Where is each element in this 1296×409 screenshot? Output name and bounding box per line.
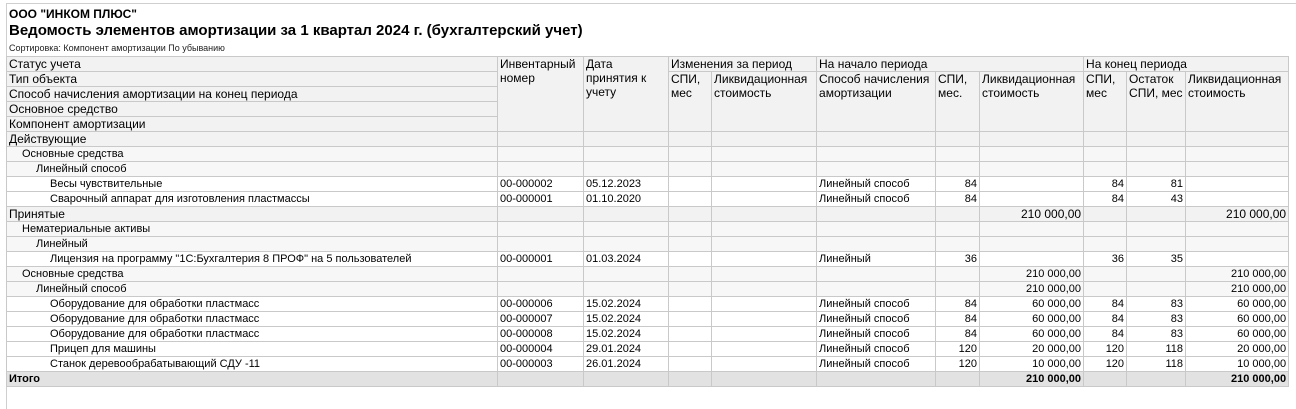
end-remaining-spi-cell (1127, 267, 1186, 282)
changes-spi-cell (669, 342, 712, 357)
end-liquidation-cell (1186, 147, 1289, 162)
end-liquidation-cell (1186, 252, 1289, 267)
inventory-number-cell (498, 222, 584, 237)
total-cell (498, 372, 584, 387)
changes-liquidation-cell (712, 132, 817, 147)
end-liquidation-cell: 210 000,00 (1186, 207, 1289, 222)
row-name-cell: Линейный (7, 237, 498, 252)
end-liquidation-cell (1186, 222, 1289, 237)
end-remaining-spi-cell: 118 (1127, 357, 1186, 372)
row-name-cell: Линейный способ (7, 282, 498, 297)
changes-spi-cell (669, 237, 712, 252)
start-method-cell: Линейный способ (817, 297, 936, 312)
group-row[interactable] (7, 267, 1289, 282)
start-method-cell (817, 147, 936, 162)
start-method-cell: Линейный способ (817, 327, 936, 342)
inventory-number-cell (498, 237, 584, 252)
start-liquidation-cell: 210 000,00 (980, 267, 1084, 282)
start-method-cell (817, 207, 936, 222)
changes-spi-cell (669, 327, 712, 342)
acceptance-date-cell (584, 132, 669, 147)
group-row[interactable] (7, 162, 1289, 177)
changes-spi-cell (669, 132, 712, 147)
end-spi-cell (1084, 267, 1127, 282)
changes-liquidation-cell (712, 297, 817, 312)
end-liquidation-cell (1186, 162, 1289, 177)
start-spi-cell: 84 (936, 297, 980, 312)
row-name-cell: Линейный способ (7, 162, 498, 177)
changes-liquidation-cell (712, 342, 817, 357)
start-liquidation-cell (980, 237, 1084, 252)
row-name-cell: Действующие (7, 132, 498, 147)
end-remaining-spi-cell (1127, 162, 1186, 177)
end-remaining-spi-cell (1127, 132, 1186, 147)
end-remaining-spi-cell: 81 (1127, 177, 1186, 192)
start-spi-cell (936, 267, 980, 282)
group-row[interactable] (7, 282, 1289, 297)
start-method-cell: Линейный способ (817, 177, 936, 192)
changes-liquidation-cell (712, 192, 817, 207)
row-name-cell: Основные средства (7, 267, 498, 282)
changes-spi-cell (669, 222, 712, 237)
end-remaining-spi-cell (1127, 147, 1186, 162)
end-liquidation-cell: 60 000,00 (1186, 327, 1289, 342)
end-liquidation-cell: 20 000,00 (1186, 342, 1289, 357)
start-spi-cell: 84 (936, 192, 980, 207)
end-spi-cell: 84 (1084, 297, 1127, 312)
start-liquidation-cell: 60 000,00 (980, 312, 1084, 327)
start-method-cell: Линейный (817, 252, 936, 267)
changes-spi-cell (669, 312, 712, 327)
header-end-spi[interactable]: СПИ, мес (1084, 72, 1127, 132)
row-name-cell: Весы чувствительные (7, 177, 498, 192)
row-name-cell: Оборудование для обработки пластмасс (7, 327, 498, 342)
start-spi-cell (936, 222, 980, 237)
acceptance-date-cell (584, 282, 669, 297)
inventory-number-cell: 00-000003 (498, 357, 584, 372)
changes-liquidation-cell (712, 177, 817, 192)
acceptance-date-cell (584, 237, 669, 252)
start-spi-cell: 36 (936, 252, 980, 267)
inventory-number-cell (498, 207, 584, 222)
changes-liquidation-cell (712, 312, 817, 327)
total-start-liquidation: 210 000,00 (980, 372, 1084, 387)
start-method-cell (817, 162, 936, 177)
changes-liquidation-cell (712, 237, 817, 252)
total-cell (712, 372, 817, 387)
changes-liquidation-cell (712, 147, 817, 162)
row-name-cell: Оборудование для обработки пластмасс (7, 312, 498, 327)
end-spi-cell (1084, 132, 1127, 147)
acceptance-date-cell: 26.01.2024 (584, 357, 669, 372)
start-spi-cell (936, 237, 980, 252)
inventory-number-cell (498, 132, 584, 147)
row-name-cell: Нематериальные активы (7, 222, 498, 237)
acceptance-date-cell: 05.12.2023 (584, 177, 669, 192)
start-method-cell (817, 237, 936, 252)
row-name-cell: Принятые (7, 207, 498, 222)
start-liquidation-cell (980, 252, 1084, 267)
header-end-liquidation[interactable]: Ликвидационная стоимость (1186, 72, 1289, 132)
row-name-cell: Лицензия на программу "1С:Бухгалтерия 8 ПРОФ" на 5 пользователей (7, 252, 498, 267)
end-remaining-spi-cell (1127, 222, 1186, 237)
start-spi-cell (936, 132, 980, 147)
header-object-type[interactable]: Тип объекта (7, 72, 498, 87)
end-spi-cell: 120 (1084, 342, 1127, 357)
acceptance-date-cell (584, 207, 669, 222)
group-row[interactable] (7, 132, 1289, 147)
header-fixed-asset[interactable]: Основное средство (7, 102, 498, 117)
start-spi-cell (936, 207, 980, 222)
group-row[interactable] (7, 147, 1289, 162)
end-liquidation-cell (1186, 177, 1289, 192)
acceptance-date-cell: 15.02.2024 (584, 312, 669, 327)
header-start-liquidation[interactable]: Ликвидационная стоимость (980, 72, 1084, 132)
start-spi-cell: 84 (936, 177, 980, 192)
start-liquidation-cell: 210 000,00 (980, 207, 1084, 222)
changes-spi-cell (669, 162, 712, 177)
start-method-cell (817, 282, 936, 297)
acceptance-date-cell: 15.02.2024 (584, 327, 669, 342)
row-name-cell: Станок деревообрабатывающий СДУ -11 (7, 357, 498, 372)
end-spi-cell: 84 (1084, 177, 1127, 192)
start-spi-cell: 84 (936, 327, 980, 342)
end-spi-cell: 84 (1084, 327, 1127, 342)
top-border (6, 3, 1296, 4)
start-liquidation-cell: 20 000,00 (980, 342, 1084, 357)
start-liquidation-cell (980, 147, 1084, 162)
table-row[interactable] (7, 177, 1289, 192)
header-changes-group[interactable]: Изменения за период (669, 57, 817, 72)
row-name-cell: Прицеп для машины (7, 342, 498, 357)
end-remaining-spi-cell: 118 (1127, 342, 1186, 357)
inventory-number-cell (498, 162, 584, 177)
table-row[interactable] (7, 327, 1289, 342)
end-remaining-spi-cell (1127, 237, 1186, 252)
table-row[interactable] (7, 252, 1289, 267)
acceptance-date-cell (584, 267, 669, 282)
total-cell (1084, 372, 1127, 387)
changes-liquidation-cell (712, 267, 817, 282)
start-liquidation-cell: 60 000,00 (980, 327, 1084, 342)
inventory-number-cell: 00-000002 (498, 177, 584, 192)
inventory-number-cell: 00-000007 (498, 312, 584, 327)
table-row[interactable] (7, 297, 1289, 312)
table-row[interactable] (7, 357, 1289, 372)
acceptance-date-cell: 01.10.2020 (584, 192, 669, 207)
total-cell (669, 372, 712, 387)
inventory-number-cell (498, 282, 584, 297)
start-spi-cell: 84 (936, 312, 980, 327)
end-spi-cell: 84 (1084, 312, 1127, 327)
changes-liquidation-cell (712, 162, 817, 177)
report-title: Ведомость элементов амортизации за 1 квартал 2024 г. (бухгалтерский учет) (9, 22, 583, 39)
start-spi-cell (936, 162, 980, 177)
header-start-group[interactable]: На начало периода (817, 57, 1084, 72)
changes-spi-cell (669, 252, 712, 267)
end-spi-cell (1084, 147, 1127, 162)
start-method-cell: Линейный способ (817, 342, 936, 357)
end-liquidation-cell (1186, 132, 1289, 147)
header-changes-spi[interactable]: СПИ, мес (669, 72, 712, 132)
start-method-cell (817, 267, 936, 282)
start-method-cell (817, 222, 936, 237)
header-depreciation-component[interactable]: Компонент амортизации (7, 117, 498, 132)
table-row[interactable] (7, 312, 1289, 327)
table-row[interactable] (7, 342, 1289, 357)
inventory-number-cell (498, 147, 584, 162)
changes-liquidation-cell (712, 222, 817, 237)
end-remaining-spi-cell: 83 (1127, 327, 1186, 342)
table-row[interactable] (7, 192, 1289, 207)
changes-liquidation-cell (712, 327, 817, 342)
group-row[interactable] (7, 222, 1289, 237)
end-liquidation-cell (1186, 192, 1289, 207)
end-liquidation-cell: 210 000,00 (1186, 267, 1289, 282)
changes-liquidation-cell (712, 207, 817, 222)
end-spi-cell (1084, 222, 1127, 237)
total-cell (817, 372, 936, 387)
end-spi-cell: 84 (1084, 192, 1127, 207)
total-row[interactable] (7, 372, 1289, 387)
total-cell (936, 372, 980, 387)
start-liquidation-cell: 10 000,00 (980, 357, 1084, 372)
start-spi-cell (936, 147, 980, 162)
end-liquidation-cell: 60 000,00 (1186, 312, 1289, 327)
group-row[interactable] (7, 237, 1289, 252)
row-name-cell: Оборудование для обработки пластмасс (7, 297, 498, 312)
start-spi-cell: 120 (936, 342, 980, 357)
total-cell (584, 372, 669, 387)
changes-liquidation-cell (712, 252, 817, 267)
end-liquidation-cell: 60 000,00 (1186, 297, 1289, 312)
start-spi-cell (936, 282, 980, 297)
start-liquidation-cell (980, 162, 1084, 177)
end-remaining-spi-cell: 83 (1127, 297, 1186, 312)
acceptance-date-cell (584, 162, 669, 177)
changes-liquidation-cell (712, 357, 817, 372)
changes-spi-cell (669, 207, 712, 222)
end-liquidation-cell (1186, 237, 1289, 252)
header-depreciation-method[interactable]: Способ начисления амортизации на конец периода (7, 87, 498, 102)
acceptance-date-cell: 29.01.2024 (584, 342, 669, 357)
end-remaining-spi-cell: 83 (1127, 312, 1186, 327)
row-name-cell: Основные средства (7, 147, 498, 162)
report-table (6, 56, 1289, 387)
start-liquidation-cell (980, 192, 1084, 207)
changes-spi-cell (669, 177, 712, 192)
header-end-group[interactable]: На конец периода (1084, 57, 1289, 72)
end-remaining-spi-cell: 35 (1127, 252, 1186, 267)
inventory-number-cell (498, 267, 584, 282)
header-start-method[interactable]: Способ начисления амортизации (817, 72, 936, 132)
group-row[interactable] (7, 207, 1289, 222)
header-changes-liquidation[interactable]: Ликвидационная стоимость (712, 72, 817, 132)
start-liquidation-cell (980, 132, 1084, 147)
inventory-number-cell: 00-000001 (498, 192, 584, 207)
row-name-cell: Сварочный аппарат для изготовления пластмассы (7, 192, 498, 207)
changes-spi-cell (669, 357, 712, 372)
end-remaining-spi-cell (1127, 282, 1186, 297)
changes-spi-cell (669, 297, 712, 312)
inventory-number-cell: 00-000004 (498, 342, 584, 357)
header-row (7, 57, 1289, 72)
acceptance-date-cell (584, 222, 669, 237)
changes-liquidation-cell (712, 282, 817, 297)
end-remaining-spi-cell: 43 (1127, 192, 1186, 207)
end-remaining-spi-cell (1127, 207, 1186, 222)
changes-spi-cell (669, 192, 712, 207)
end-spi-cell: 36 (1084, 252, 1127, 267)
start-method-cell: Линейный способ (817, 312, 936, 327)
start-method-cell: Линейный способ (817, 192, 936, 207)
total-cell (1127, 372, 1186, 387)
start-liquidation-cell (980, 177, 1084, 192)
acceptance-date-cell: 15.02.2024 (584, 297, 669, 312)
start-method-cell (817, 132, 936, 147)
inventory-number-cell: 00-000001 (498, 252, 584, 267)
changes-spi-cell (669, 147, 712, 162)
end-spi-cell (1084, 207, 1127, 222)
acceptance-date-cell (584, 147, 669, 162)
start-liquidation-cell: 210 000,00 (980, 282, 1084, 297)
organization-name: ООО "ИНКОМ ПЛЮС" (9, 7, 137, 21)
start-liquidation-cell: 60 000,00 (980, 297, 1084, 312)
inventory-number-cell: 00-000006 (498, 297, 584, 312)
header-status[interactable]: Статус учета (7, 57, 498, 72)
start-spi-cell: 120 (936, 357, 980, 372)
header-inventory-number[interactable]: Инвентарный номер (498, 57, 584, 132)
total-label: Итого (7, 372, 498, 387)
sort-info: Сортировка: Компонент амортизации По убыванию (9, 43, 225, 53)
acceptance-date-cell: 01.03.2024 (584, 252, 669, 267)
end-spi-cell (1084, 282, 1127, 297)
changes-spi-cell (669, 282, 712, 297)
end-spi-cell (1084, 237, 1127, 252)
header-start-spi[interactable]: СПИ, мес. (936, 72, 980, 132)
start-liquidation-cell (980, 222, 1084, 237)
end-liquidation-cell: 10 000,00 (1186, 357, 1289, 372)
end-spi-cell: 120 (1084, 357, 1127, 372)
changes-spi-cell (669, 267, 712, 282)
inventory-number-cell: 00-000008 (498, 327, 584, 342)
header-end-remaining-spi[interactable]: Остаток СПИ, мес (1127, 72, 1186, 132)
total-end-liquidation: 210 000,00 (1186, 372, 1289, 387)
end-spi-cell (1084, 162, 1127, 177)
start-method-cell: Линейный способ (817, 357, 936, 372)
end-liquidation-cell: 210 000,00 (1186, 282, 1289, 297)
header-acceptance-date[interactable]: Дата принятия к учету (584, 57, 669, 132)
